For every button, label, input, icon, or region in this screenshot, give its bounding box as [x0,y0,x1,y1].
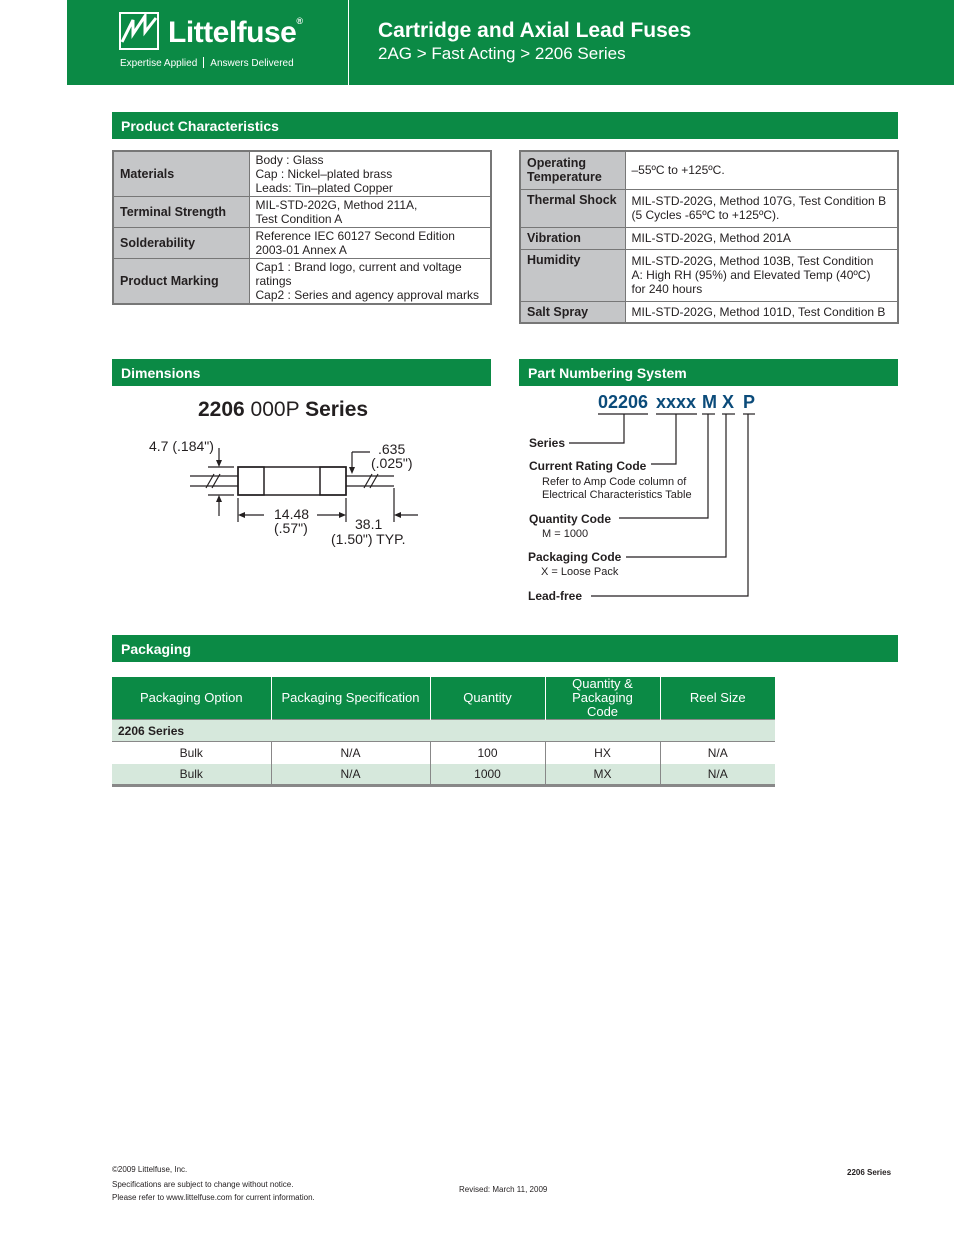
table-row [520,151,898,189]
table-header-row [112,677,775,720]
row-value: Reference IEC 60127 Second Edition 2003-01 Annex A [249,228,491,259]
table-cell: N/A [660,764,775,786]
characteristics-table-left [112,150,492,305]
code-quantity: M [702,392,717,412]
row-label: Operating Temperature [520,151,625,189]
row-label: Vibration [520,227,625,249]
table-row [113,151,491,197]
brand-logo[interactable] [119,12,349,72]
row-value: MIL-STD-202G, Method 107G, Test Condition B (5 Cycles -65ºC to +125ºC). [625,189,898,227]
section-heading-dimensions: Dimensions [112,359,491,386]
row-label: Terminal Strength [113,197,249,228]
characteristics-table-right [519,150,899,324]
packaging-label: Packaging Code [528,550,622,564]
footer-notice [112,1163,315,1204]
table-row [113,197,491,228]
page-header [67,0,954,85]
row-value: MIL-STD-202G, Method 103B, Test Condition A: High RH (95%) and Elevated Temp (40ºC) for 240 hours [625,249,898,301]
table-cell: Bulk [112,742,271,764]
tagline-right: Answers Delivered [210,58,294,69]
page-title: Cartridge and Axial Lead Fuses [378,19,692,42]
code-lead-free: P [743,392,756,412]
littelfuse-logo-icon [119,12,159,50]
column-header: Quantity & Packaging Code [545,677,660,720]
section-heading-packaging: Packaging [112,635,898,662]
code-packaging: X [722,392,735,412]
row-label: Thermal Shock [520,189,625,227]
table-cell: MX [545,764,660,786]
quantity-desc: M = 1000 [542,528,589,540]
table-row [520,249,898,301]
notice-line-1: Specifications are subject to change without notice. [112,1180,294,1189]
part-numbering-diagram [519,388,898,608]
table-cell: 1000 [430,764,545,786]
packaging-desc: X = Loose Pack [541,566,619,578]
section-heading-part-numbering: Part Numbering System [519,359,898,386]
code-rating: xxxx [656,392,697,412]
body-length-label-2: (.57") [274,520,308,536]
table-row [520,189,898,227]
diameter-label: 4.7 (.184") [149,438,214,454]
section-heading-product-characteristics: Product Characteristics [112,112,898,139]
row-value: –55ºC to +125ºC. [625,151,898,189]
lead-diameter-label-1: .635 [378,441,406,457]
rating-label: Current Rating Code [529,459,647,473]
column-header: Reel Size [660,677,775,720]
table-cell: N/A [271,764,430,786]
copyright: ©2009 Littelfuse, Inc. [112,1165,188,1174]
header-divider [348,0,349,85]
row-label: Humidity [520,249,625,301]
rating-desc-1: Refer to Amp Code column of [542,476,687,488]
table-row [520,227,898,249]
table-row [113,228,491,259]
lead-diameter-label-2: (.025") [371,455,413,471]
dimensions-drawing [112,388,492,588]
table-cell: N/A [707,745,728,760]
code-series: 02206 [598,392,649,412]
row-label: Salt Spray [520,301,625,323]
table-cell: N/A [271,742,430,764]
footer-series: 2206 Series [847,1168,892,1177]
table-group-row [112,720,775,742]
packaging-table [112,677,775,787]
row-value: Cap1 : Brand logo, current and voltage ratings Cap2 : Series and agency approval marks [249,259,491,305]
row-label: Solderability [113,228,249,259]
group-label: 2206 Series [112,720,775,742]
table-cell: 100 [430,742,545,764]
table-row [113,259,491,305]
lead-length-label-2: (1.50") TYP. [331,531,406,547]
quantity-label: Quantity Code [529,512,612,526]
row-label: Materials [113,151,249,197]
column-header: Packaging Specification [271,677,430,720]
row-value: Body : Glass Cap : Nickel–plated brass Leads: Tin–plated Copper [249,151,491,197]
brand-tagline [120,57,294,69]
row-value: MIL-STD-202G, Method 211A, Test Condition A [249,197,491,228]
revision-date: Revised: March 11, 2009 [459,1185,548,1194]
notice-line-2[interactable]: Please refer to www.littelfuse.com for current information. [112,1193,315,1202]
row-value: MIL-STD-202G, Method 201A [625,227,898,249]
row-value: MIL-STD-202G, Method 101D, Test Condition B [625,301,898,323]
table-cell: HX [545,742,660,764]
tagline-left: Expertise Applied [120,58,198,69]
breadcrumb: 2AG > Fast Acting > 2206 Series [378,44,626,63]
fuse-diagram [112,388,492,588]
body-length-label-1: 14.48 [274,506,310,522]
table-row [112,742,775,764]
table-row [520,301,898,323]
table-row [112,764,775,786]
rating-desc-2: Electrical Characteristics Table [542,489,692,501]
dimensions-title: 2206 000P Series [198,398,369,421]
lead-free-label: Lead-free [528,589,583,603]
column-header: Quantity [430,677,545,720]
column-header: Packaging Option [112,677,271,720]
table-cell: Bulk [112,764,271,786]
series-label: Series [529,436,566,450]
brand-name: Littelfuse® [168,16,303,49]
lead-length-label-1: 38.1 [355,516,383,532]
row-label: Product Marking [113,259,249,305]
